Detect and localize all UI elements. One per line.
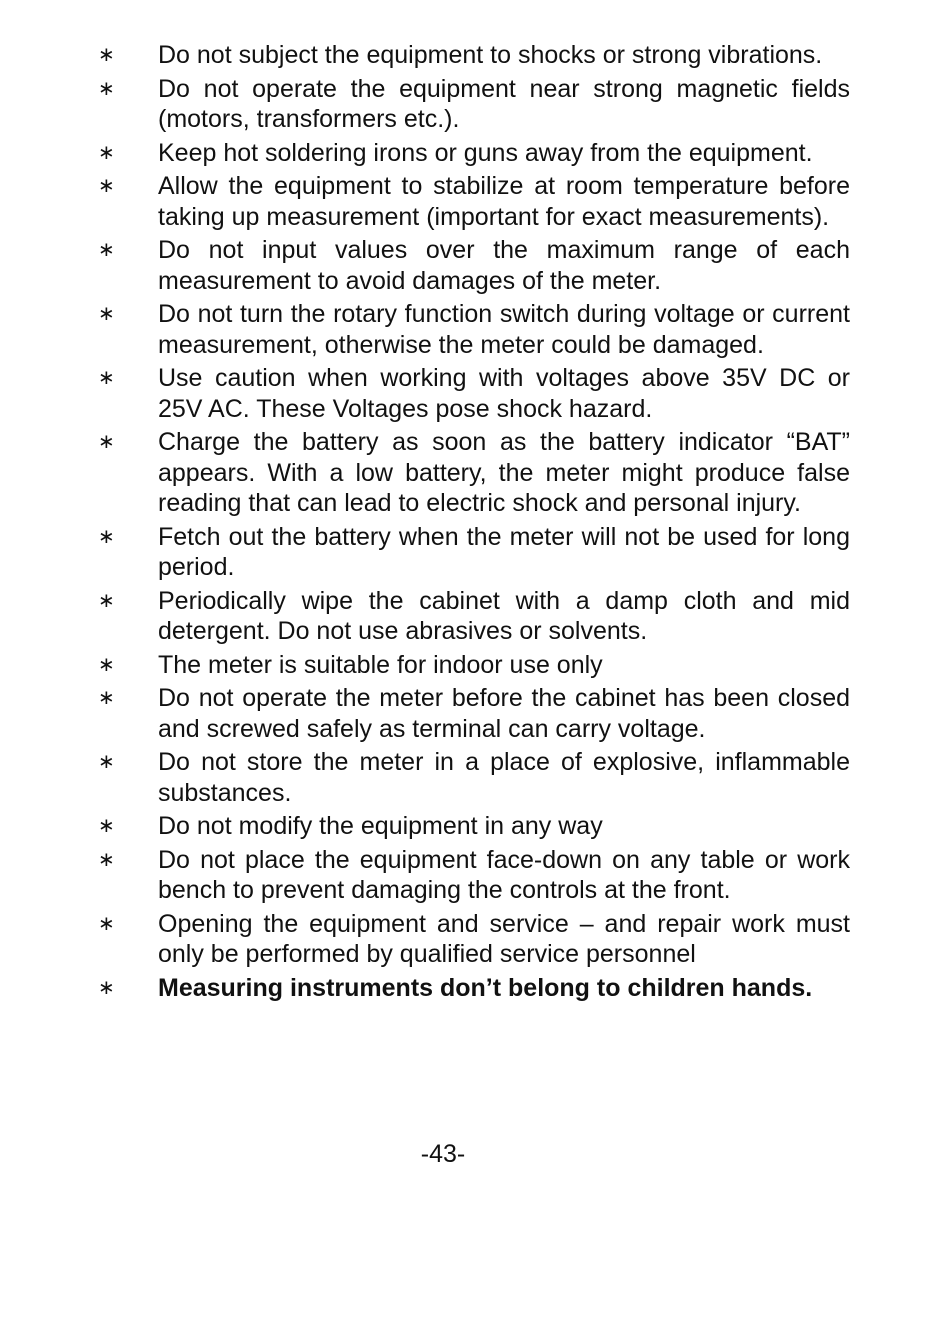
instruction-text: Allow the equipment to stabilize at room temperature before taking up measurement (important for exact measurements).: [158, 172, 850, 231]
list-item: [96, 427, 850, 519]
list-item: [96, 845, 850, 906]
instruction-text: Do not modify the equipment in any way: [158, 812, 603, 840]
instruction-text: Do not turn the rotary function switch during voltage or current measurement, otherwise the meter could be damaged.: [158, 300, 850, 359]
list-item: [96, 747, 850, 808]
bullet-icon: ∗: [98, 367, 115, 389]
instruction-text: Do not operate the equipment near strong magnetic fields (motors, transformers etc.).: [158, 74, 850, 133]
bullet-icon: ∗: [98, 239, 115, 261]
list-item: [96, 299, 850, 360]
bullet-icon: ∗: [98, 77, 115, 100]
instruction-text: Keep hot soldering irons or guns away from the equipment.: [158, 138, 813, 167]
list-item: [96, 683, 850, 744]
list-item: [96, 586, 850, 647]
bullet-icon: ∗: [98, 815, 115, 837]
bullet-icon: ∗: [98, 912, 115, 935]
bullet-icon: ∗: [98, 303, 115, 325]
list-item: [96, 650, 850, 681]
list-item: [96, 235, 850, 296]
list-item: [96, 811, 850, 842]
instruction-text: Do not operate the meter before the cabinet has been closed and screwed safely as terminal can carry voltage.: [158, 684, 850, 743]
bullet-icon: ∗: [98, 751, 115, 773]
list-item: [96, 138, 850, 169]
instruction-text: Opening the equipment and service – and repair work must only be performed by qualified service personnel: [158, 909, 850, 968]
list-item: [96, 171, 850, 232]
instruction-text: The meter is suitable for indoor use only: [158, 650, 603, 679]
safety-instructions-list: [96, 40, 850, 1006]
instruction-text: Fetch out the battery when the meter will not be used for long period.: [158, 522, 850, 581]
bullet-icon: ∗: [98, 589, 115, 612]
instruction-text: Periodically wipe the cabinet with a damp cloth and mid detergent. Do not use abrasives or solvents.: [158, 586, 850, 645]
instruction-text: Charge the battery as soon as the battery indicator “BAT” appears. With a low battery, the meter might produce false reading that can lead to electric shock and personal injury.: [158, 428, 850, 517]
bullet-icon: ∗: [98, 976, 115, 999]
list-item: [96, 522, 850, 583]
instruction-text: Use caution when working with voltages above 35V DC or 25V AC. These Voltages pose shock hazard.: [158, 364, 850, 423]
instruction-text-bold: Measuring instruments don’t belong to children hands.: [158, 973, 813, 1002]
bullet-icon: ∗: [98, 848, 115, 871]
bullet-icon: ∗: [98, 687, 115, 709]
instruction-text: Do not place the equipment face-down on any table or work bench to prevent damaging the controls at the front.: [158, 845, 850, 904]
list-item-warning: [96, 973, 850, 1004]
bullet-icon: ∗: [98, 653, 115, 676]
list-item: [96, 363, 850, 424]
list-item: [96, 40, 850, 71]
bullet-icon: ∗: [98, 525, 115, 548]
instruction-text: Do not subject the equipment to shocks or strong vibrations.: [158, 41, 823, 69]
list-item: [96, 74, 850, 135]
bullet-icon: ∗: [98, 141, 115, 164]
bullet-icon: ∗: [98, 44, 115, 66]
instruction-text: Do not store the meter in a place of explosive, inflammable substances.: [158, 748, 850, 807]
page-number: -43-: [420, 1140, 466, 1168]
list-item: [96, 909, 850, 970]
instruction-text: Do not input values over the maximum range of each measurement to avoid damages of the meter.: [158, 236, 850, 295]
bullet-icon: ∗: [98, 431, 115, 453]
bullet-icon: ∗: [98, 175, 115, 197]
